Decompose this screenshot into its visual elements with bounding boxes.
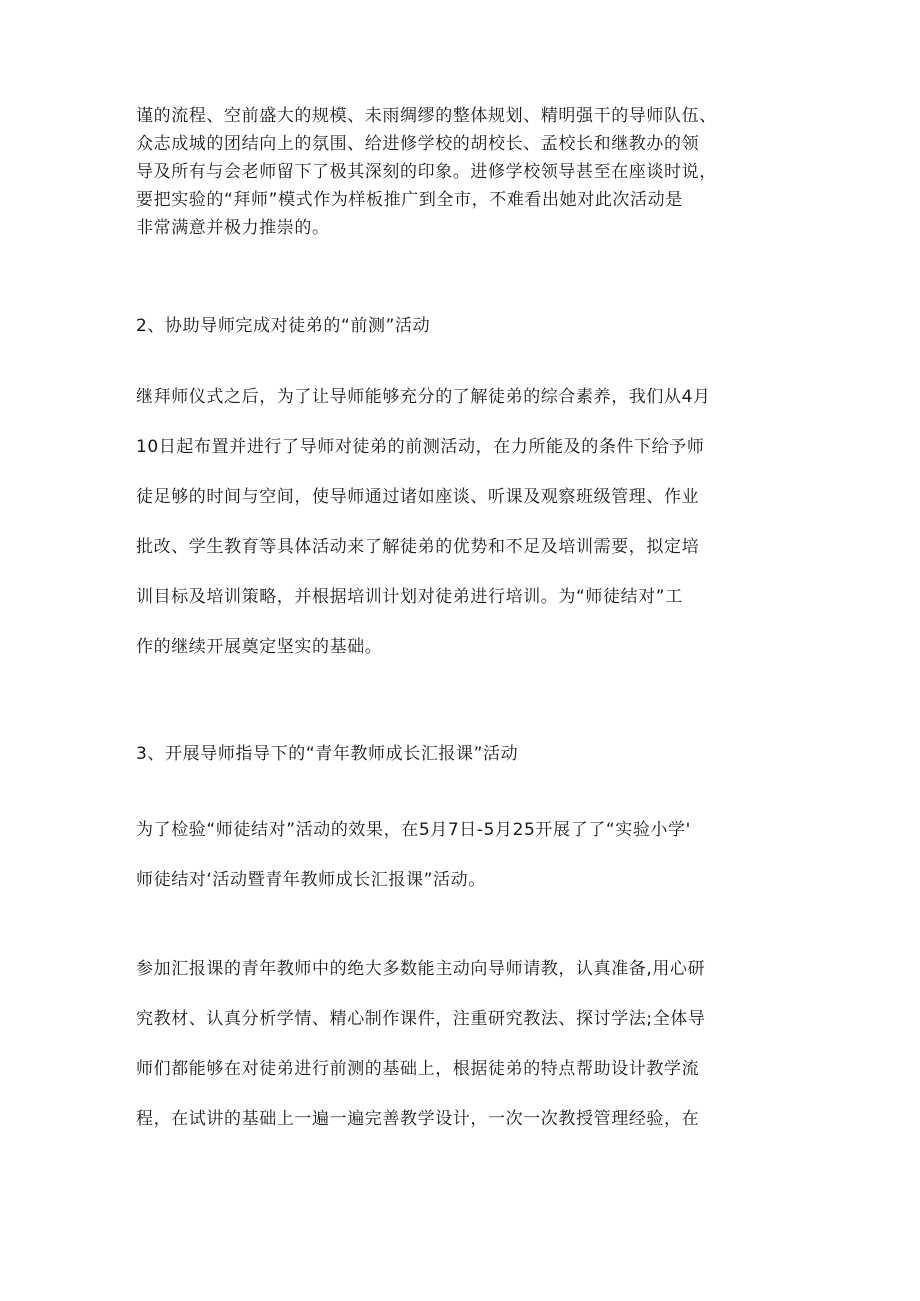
text-line: 导及所有与会老师留下了极其深刻的印象。进修学校领导甚至在座谈时说， bbox=[136, 162, 717, 182]
text-line: 非常满意并极力推崇的。 bbox=[136, 218, 330, 238]
text-line: 训目标及培训策略，并根据培训计划对徒弟进行培训。为“师徒结对”工 bbox=[136, 587, 683, 607]
text-line: 要把实验的“拜师”模式作为样板推广到全市，不难看出她对此次活动是 bbox=[136, 190, 683, 210]
text-line: 程，在试讲的基础上一遍一遍完善教学设计，一次一次教授管理经验，在 bbox=[136, 1109, 700, 1129]
section-3-paragraph-1 bbox=[136, 805, 796, 905]
text-line: 为了检验“师徒结对”活动的效果，在5月7日-5月25开展了了“实验小学' bbox=[136, 820, 691, 840]
section-2-heading bbox=[136, 312, 796, 340]
text-line: 师徒结对‘活动暨青年教师成长汇报课”活动。 bbox=[136, 870, 486, 890]
section-3-heading bbox=[136, 740, 796, 768]
text-line: 10日起布置并进行了导师对徒弟的前测活动，在力所能及的条件下给予师 bbox=[136, 437, 705, 457]
text-line: 谨的流程、空前盛大的规模、未雨绸缪的整体规划、精明强干的导师队伍、 bbox=[136, 106, 717, 126]
text-line: 继拜师仪式之后，为了让导师能够充分的了解徒弟的综合素养，我们从4月 bbox=[136, 387, 711, 407]
paragraph-intro bbox=[136, 102, 796, 242]
section-2-paragraph bbox=[136, 372, 796, 672]
heading-text: 2、协助导师完成对徒弟的“前测”活动 bbox=[136, 316, 431, 336]
text-line: 师们都能够在对徒弟进行前测的基础上，根据徒弟的特点帮助设计教学流 bbox=[136, 1059, 700, 1079]
text-line: 批改、学生教育等具体活动来了解徒弟的优势和不足及培训需要，拟定培 bbox=[136, 537, 700, 557]
text-line: 作的继续开展奠定坚实的基础。 bbox=[136, 637, 383, 657]
heading-text: 3、开展导师指导下的“青年教师成长汇报课”活动 bbox=[136, 744, 519, 764]
text-line: 参加汇报课的青年教师中的绝大多数能主动向导师请教，认真准备,用心研 bbox=[136, 959, 706, 979]
text-line: 众志成城的团结向上的氛围、给进修学校的胡校长、孟校长和继教办的领 bbox=[136, 134, 700, 154]
section-3-paragraph-2 bbox=[136, 944, 796, 1144]
text-line: 究教材、认真分析学情、精心制作课件，注重研究教法、探讨学法;全体导 bbox=[136, 1009, 706, 1029]
text-line: 徒足够的时间与空间，使导师通过诸如座谈、听课及观察班级管理、作业 bbox=[136, 487, 700, 507]
